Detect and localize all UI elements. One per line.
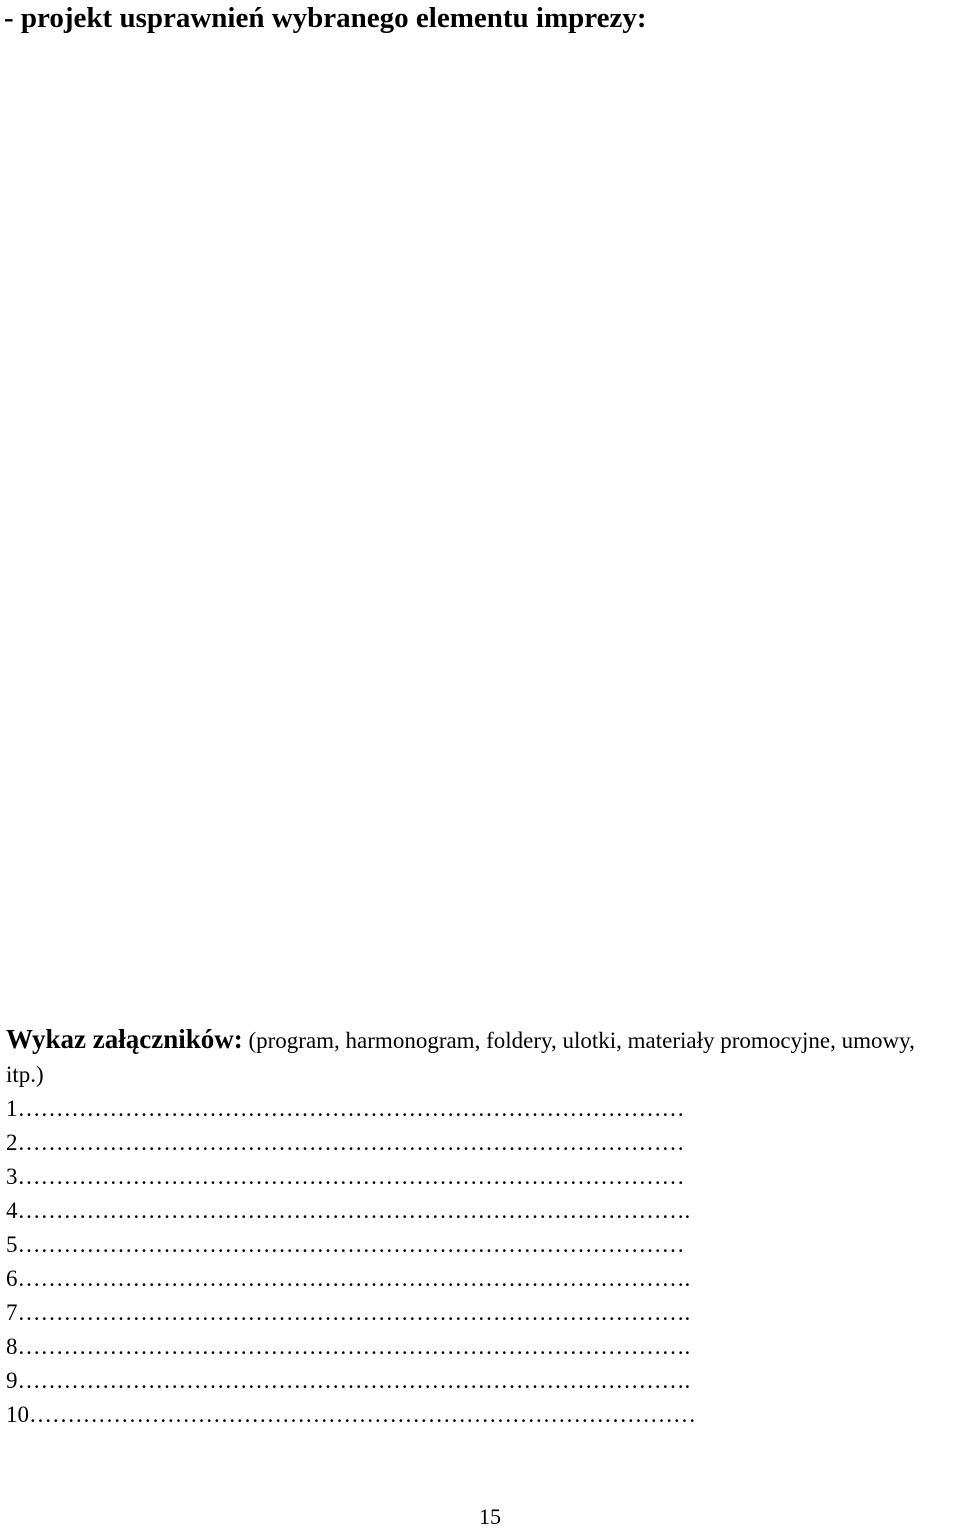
attachments-section	[6, 1022, 956, 1432]
attachment-line-6: 6…………………………………………………………………………….	[6, 1266, 691, 1291]
attachment-line-5: 5……………………………………………………………………………	[6, 1232, 685, 1257]
attachment-line-4: 4…………………………………………………………………………….	[6, 1198, 691, 1223]
attachment-line-2: 2……………………………………………………………………………	[6, 1130, 685, 1155]
attachment-line-3: 3……………………………………………………………………………	[6, 1164, 685, 1189]
attachment-line-8: 8…………………………………………………………………………….	[6, 1334, 691, 1359]
attachment-line-1: 1……………………………………………………………………………	[6, 1096, 685, 1121]
section-heading: - projekt usprawnień wybranego elementu imprezy:	[4, 2, 647, 34]
attachment-line-9: 9…………………………………………………………………………….	[6, 1368, 691, 1393]
attachments-intro	[6, 1022, 956, 1092]
attachments-title: Wykaz załączników:	[6, 1024, 243, 1054]
attachments-list	[6, 1092, 956, 1432]
attachments-description: (program, harmonogram, foldery, ulotki, materiały promocyjne, umowy, itp.)	[6, 1028, 915, 1087]
attachment-line-10: 10……………………………………………………………………………	[6, 1402, 696, 1427]
attachment-line-7: 7…………………………………………………………………………….	[6, 1300, 691, 1325]
page-number: 15	[479, 1504, 501, 1529]
